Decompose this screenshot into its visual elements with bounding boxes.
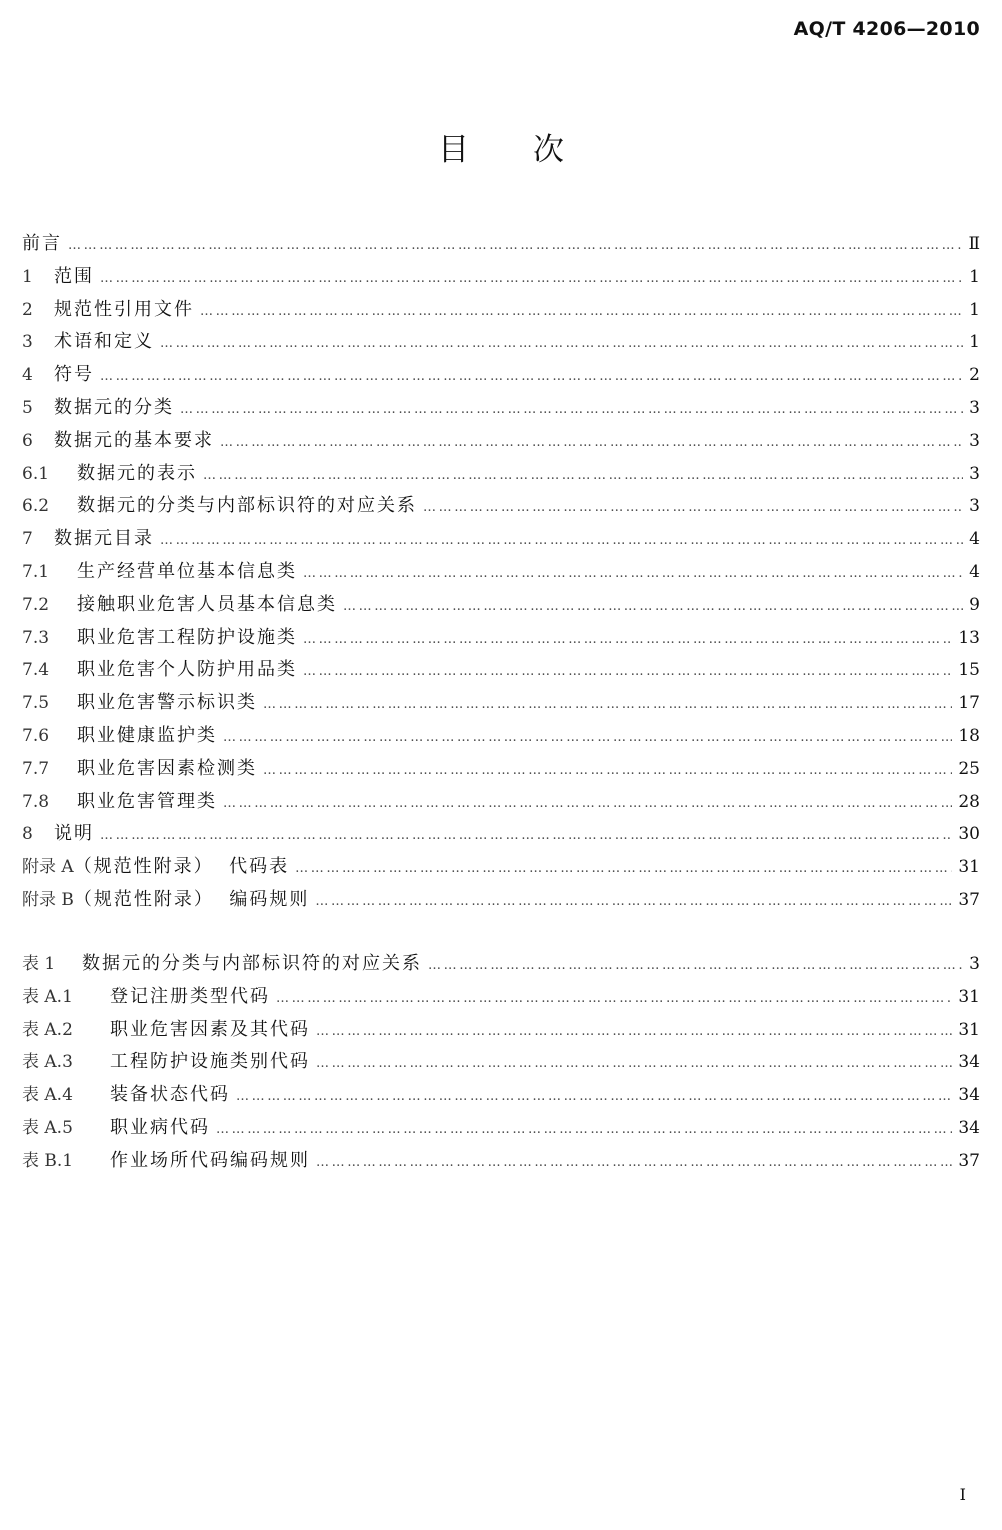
toc-entry-label: 符号	[54, 364, 94, 386]
dot-leader	[223, 788, 952, 821]
dot-leader	[100, 263, 963, 296]
toc-entry-page: 3	[969, 397, 980, 418]
table-entry[interactable]	[22, 948, 980, 981]
table-entry-label: 工程防护设施类别代码	[110, 1051, 310, 1073]
dot-leader	[160, 525, 963, 558]
table-entry-number: 表 A.1	[22, 986, 73, 1007]
toc-entry-label: 数据元的分类	[54, 396, 174, 418]
table-entry[interactable]	[22, 1145, 980, 1178]
table-entry-number: 表 A.4	[22, 1085, 73, 1106]
table-entry-number: 表 1	[22, 954, 56, 974]
toc-entry-label: 生产经营单位基本信息类	[77, 560, 297, 582]
toc-entry-label: 数据元的基本要求	[54, 429, 214, 451]
toc-entry-label: 数据元目录	[54, 528, 154, 550]
toc-entry-label: 接触职业危害人员基本信息类	[77, 593, 337, 615]
dot-leader	[68, 230, 962, 263]
table-entry-number: 表 A.2	[22, 1019, 73, 1040]
table-entry-number: 表 A.5	[22, 1117, 73, 1138]
toc-entry-page: 37	[958, 889, 980, 910]
toc-entry-number: 1	[22, 266, 33, 287]
toc-entry[interactable]	[22, 261, 980, 294]
table-entry-label: 作业场所代码编码规则	[110, 1149, 310, 1171]
toc-entry-label: 职业健康监护类	[77, 724, 217, 746]
toc-entry-number: 附录 A	[22, 857, 74, 878]
dot-leader	[200, 296, 963, 329]
toc-entry[interactable]	[22, 818, 980, 851]
table-entry-page: 31	[958, 1019, 980, 1040]
dot-leader	[428, 950, 963, 983]
table-entry-page: 37	[958, 1150, 980, 1171]
dot-leader	[303, 624, 952, 657]
toc-entry-page: 1	[969, 266, 980, 287]
toc-entry-number: 7.1	[22, 561, 50, 582]
toc-entry[interactable]	[22, 326, 980, 359]
toc-entry-label: 说明	[54, 823, 94, 845]
toc-entry[interactable]	[22, 720, 980, 753]
toc-entry-page: 31	[958, 857, 980, 878]
dot-leader	[100, 820, 952, 853]
toc-entry-page: 9	[969, 594, 980, 615]
dot-leader	[223, 722, 952, 755]
toc-entry-number: 2	[22, 299, 33, 320]
toc-entry[interactable]	[22, 490, 980, 523]
toc-entry-page: 1	[969, 332, 980, 353]
toc-entry-foreword[interactable]	[22, 228, 980, 261]
toc-entry[interactable]	[22, 523, 980, 556]
toc-entry[interactable]	[22, 687, 980, 720]
toc-entry-page: 3	[969, 463, 980, 484]
toc-entry-page: 28	[958, 791, 980, 812]
toc-entry-page: 3	[969, 496, 980, 517]
toc-entry[interactable]	[22, 425, 980, 458]
table-entry[interactable]	[22, 981, 980, 1014]
toc-entry-number: 7.5	[22, 693, 50, 714]
toc-entry-appendix-b[interactable]	[22, 884, 980, 917]
table-entry-label: 数据元的分类与内部标识符的对应关系	[82, 953, 422, 974]
toc-entry-number: 6.2	[22, 496, 50, 517]
table-entry[interactable]	[22, 1079, 980, 1112]
table-entry-page: 31	[958, 986, 980, 1007]
dot-leader	[316, 1147, 952, 1180]
toc-entry-page: 30	[958, 824, 980, 845]
dot-leader	[276, 983, 952, 1016]
table-entry-number: 表 B.1	[22, 1150, 74, 1171]
dot-leader	[303, 656, 952, 689]
toc-entry-page: 2	[969, 365, 980, 386]
page-number: I	[959, 1485, 966, 1504]
toc-entry-number: 7.3	[22, 627, 50, 648]
toc-entry-number: 7	[22, 529, 33, 550]
toc-entry-label: 数据元的表示	[77, 462, 197, 484]
table-entry[interactable]	[22, 1014, 980, 1047]
toc-entry-page: 25	[958, 758, 980, 779]
table-entry-number: 表 A.3	[22, 1052, 73, 1073]
table-entry-page: 34	[958, 1052, 980, 1073]
toc-entry-label: 术语和定义	[54, 331, 154, 353]
toc-entry-number: 8	[22, 824, 33, 845]
dot-leader	[423, 492, 963, 525]
toc-entry[interactable]	[22, 294, 980, 327]
table-entry[interactable]	[22, 1046, 980, 1079]
toc-entry[interactable]	[22, 753, 980, 786]
dot-leader	[295, 853, 952, 886]
dot-leader	[180, 394, 963, 427]
dot-leader	[315, 886, 952, 919]
dot-leader	[343, 591, 963, 624]
toc-entry-page: 15	[958, 660, 980, 681]
dot-leader	[263, 689, 952, 722]
page-title: 目次	[438, 132, 628, 168]
toc-entry-number: 7.4	[22, 660, 50, 681]
toc-entry-page: 1	[969, 299, 980, 320]
toc-entry[interactable]	[22, 556, 980, 589]
dot-leader	[216, 1114, 952, 1147]
toc-entry[interactable]	[22, 654, 980, 687]
toc-entry-label: 职业危害警示标识类	[77, 692, 257, 714]
toc-entry-label: 范围	[54, 265, 94, 287]
table-entry[interactable]	[22, 1112, 980, 1145]
toc-entry-number: 7.8	[22, 791, 50, 812]
toc-entry-number: 3	[22, 332, 33, 353]
dot-leader	[220, 427, 963, 460]
toc-entry-number: 4	[22, 365, 33, 386]
toc-entry-page: 4	[969, 561, 980, 582]
toc-entry-page: 17	[958, 693, 980, 714]
toc-entry-page: 18	[958, 725, 980, 746]
toc-entry[interactable]	[22, 458, 980, 491]
toc-entry-page: 3	[969, 430, 980, 451]
toc-entry-number: 6	[22, 430, 33, 451]
dot-leader	[236, 1081, 952, 1114]
toc-entry-label: 职业危害因素检测类	[77, 757, 257, 779]
table-entry-label: 登记注册类型代码	[110, 985, 270, 1007]
toc-entry-label: 数据元的分类与内部标识符的对应关系	[77, 495, 417, 517]
dot-leader	[316, 1048, 952, 1081]
toc-entry-label: （规范性附录） 代码表	[73, 856, 290, 878]
toc-entry-label: 职业危害工程防护设施类	[77, 626, 297, 648]
dot-leader	[303, 558, 963, 591]
toc-entry[interactable]	[22, 786, 980, 819]
toc-entry-number: 5	[22, 397, 33, 418]
dot-leader	[316, 1016, 952, 1049]
toc-entry[interactable]	[22, 359, 980, 392]
toc-entry-page: 4	[969, 529, 980, 550]
toc-entry[interactable]	[22, 622, 980, 655]
toc-entry[interactable]	[22, 589, 980, 622]
toc-entry-label: 规范性引用文件	[54, 298, 194, 320]
toc-entry-number: 7.2	[22, 594, 50, 615]
dot-leader	[100, 361, 963, 394]
toc-list	[22, 228, 980, 917]
table-entry-page: 34	[958, 1085, 980, 1106]
toc-entry-label: （规范性附录） 编码规则	[73, 888, 310, 910]
table-entry-page: 34	[958, 1117, 980, 1138]
toc-entry[interactable]	[22, 392, 980, 425]
toc-entry-label: 职业危害管理类	[77, 790, 217, 812]
toc-entry-label: 前言	[22, 233, 62, 254]
toc-entry-appendix-a[interactable]	[22, 851, 980, 884]
table-entry-label: 装备状态代码	[110, 1084, 230, 1106]
toc-entry-label: 职业危害个人防护用品类	[77, 659, 297, 681]
table-entry-label: 职业病代码	[110, 1116, 210, 1138]
toc-entry-number: 7.6	[22, 725, 50, 746]
table-entry-label: 职业危害因素及其代码	[110, 1018, 310, 1040]
toc-entry-number: 7.7	[22, 758, 50, 779]
table-entry-page: 3	[969, 954, 980, 974]
table-list	[22, 948, 980, 1178]
standard-code: AQ/T 4206—2010	[793, 18, 980, 40]
toc-entry-page: Ⅱ	[968, 234, 980, 254]
toc-entry-page: 13	[958, 627, 980, 648]
dot-leader	[263, 755, 952, 788]
dot-leader	[160, 328, 963, 361]
dot-leader	[203, 460, 963, 493]
toc-entry-number: 附录 B	[22, 889, 74, 910]
toc-entry-number: 6.1	[22, 463, 50, 484]
